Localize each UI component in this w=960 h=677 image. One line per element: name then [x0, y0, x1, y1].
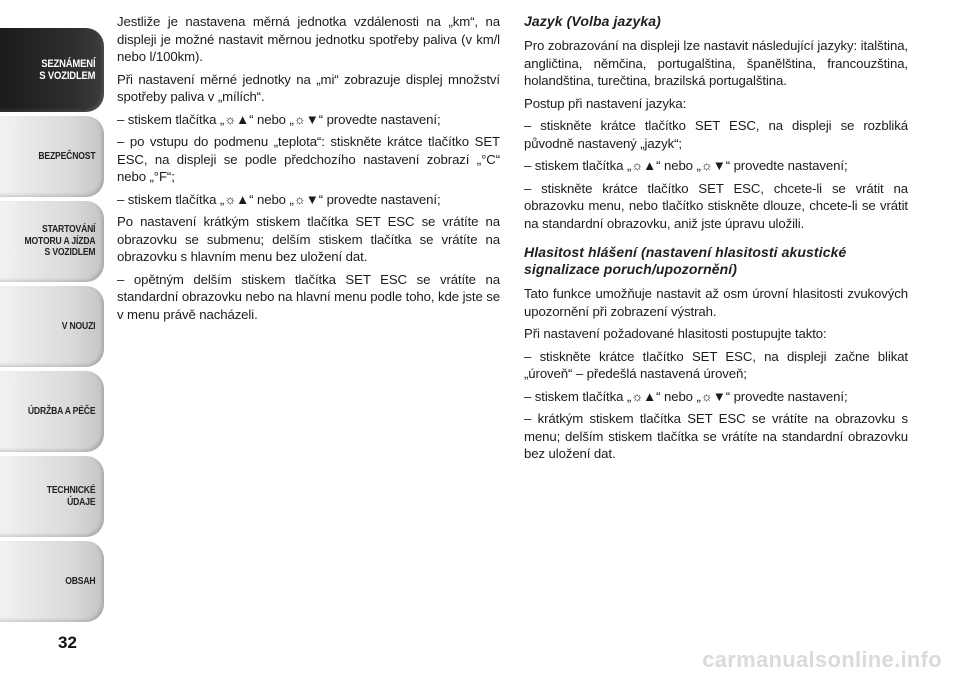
watermark: carmanualsonline.info [702, 647, 942, 672]
paragraph: Po nastavení krátkým stiskem tlačítka SET ESC se vrátíte na obrazovku se submenu; delším stiskem tlačítka se vrátíte na obrazovku s hlavním menu bez uložení dat. [117, 214, 500, 264]
chapter-sidebar [0, 28, 104, 626]
tab-label: TECHNICKÉ ÚDAJE [46, 485, 96, 508]
paragraph: Tato funkce umožňuje nastavit až osm úrovní hlasitosti zvukových upozornění při zobrazení výstrah. [524, 286, 908, 319]
paragraph: – po vstupu do podmenu „teplota“: stiskněte krátce tlačítko SET ESC, na displeji se podle předchozího nastavení zobrazí „°C“ nebo „°F“; [117, 134, 500, 184]
paragraph: – stiskem tlačítka „☼▲“ nebo „☼▼“ provedte nastavení; [524, 158, 848, 173]
tab-v-nouzi[interactable] [0, 286, 104, 367]
tab-label: SEZNÁMENÍ S VOZIDLEM [39, 57, 96, 82]
paragraph: Při nastavení požadované hlasitosti postupujte takto: [524, 326, 827, 341]
paragraph: – stiskněte krátce tlačítko SET ESC, na displeji se rozbliká původně nastavený „jazyk“; [524, 118, 908, 151]
tab-startovani-motoru[interactable] [0, 201, 104, 282]
paragraph: Pro zobrazování na displeji lze nastavit následující jazyky: italština, angličtina, němčina, portugalština, španělština, francouzština, holandština, turečtina, brazilská portugalština. [524, 38, 908, 88]
paragraph: Při nastavení měrné jednotky na „mi“ zobrazuje displej množství spotřeby paliva v „mílích“. [117, 71, 500, 104]
tab-bezpecnost[interactable] [0, 116, 104, 197]
section-heading-language: Jazyk (Volba jazyka) [524, 13, 661, 29]
tab-technicke-udaje[interactable] [0, 456, 104, 537]
paragraph: – stiskem tlačítka „☼▲“ nebo „☼▼“ provedte nastavení; [117, 191, 441, 207]
right-column [524, 13, 908, 468]
tab-label: STARTOVÁNÍ MOTORU A JÍZDA S VOZIDLEM [24, 224, 96, 259]
tab-label: BEZPEČNOST [38, 150, 96, 162]
paragraph: – stiskem tlačítka „☼▲“ nebo „☼▼“ provedte nastavení; [524, 388, 848, 404]
paragraph: Jestliže je nastavena měrná jednotka vzdálenosti na „km“, na displeji je možné nastavit měrnou jednotku spotřeby paliva (v km/l nebo l/100km). [117, 14, 500, 64]
tab-label: OBSAH [65, 575, 96, 587]
paragraph: – stiskem tlačítka „☼▲“ nebo „☼▼“ provedte nastavení; [117, 111, 441, 127]
paragraph: Postup při nastavení jazyka: [524, 95, 687, 111]
paragraph: – stiskněte krátce tlačítko SET ESC, chcete-li se vrátit na obrazovku menu, nebo tlačítko stiskněte dlouze, chcete-li se vrátit na standardní obrazovku, aniž jste úpravu uložili. [524, 180, 908, 231]
paragraph: – opětným delším stiskem tlačítka SET ESC se vrátíte na standardní obrazovku nebo na hlavní menu podle toho, kde jste se v menu právě nacházeli. [117, 271, 500, 322]
tab-label: V NOUZI [61, 320, 96, 332]
section-heading-volume: Hlasitost hlášení (nastavení hlasitosti akustické signalizace poruch/upozornění) [524, 244, 847, 277]
tab-obsah[interactable] [0, 541, 104, 622]
page-number: 32 [58, 633, 77, 652]
paragraph: – stiskněte krátce tlačítko SET ESC, na displeji začne blikat „úroveň“ – předešlá nastavená úroveň; [524, 348, 908, 381]
left-column [117, 13, 500, 328]
tab-label: ÚDRŽBA A PÉČE [27, 405, 96, 417]
paragraph: – krátkým stiskem tlačítka SET ESC se vrátíte na obrazovku s menu; delším stiskem tlačítka se vrátíte na standardní obrazovku bez uložení dat. [524, 411, 908, 461]
tab-seznameni-s-vozidlem[interactable] [0, 28, 104, 112]
tab-udrzba-a-pece[interactable] [0, 371, 104, 452]
